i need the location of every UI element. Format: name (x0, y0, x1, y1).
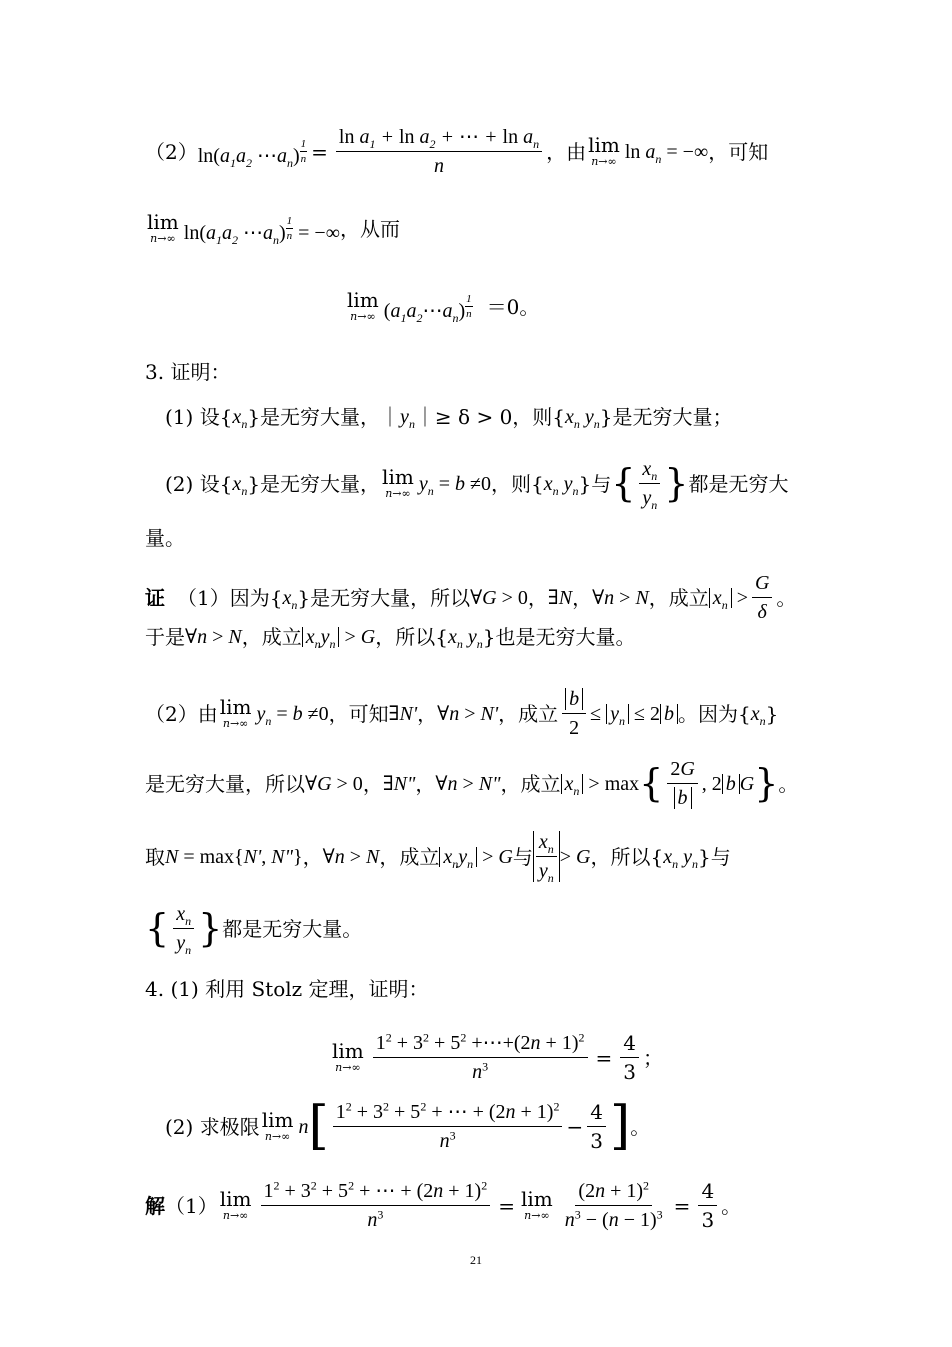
section-heading: 4. (1) 利用 Stolz 定理，证明： (145, 977, 429, 1001)
text-line: (2) 求极限 lim n→∞ n [ $\frac{1^2 + 3^2 + 5^2 + \cdots + (2n + 1)^2}{n^3}$ − $\frac{4}{3}$ ] 。 (165, 1096, 651, 1157)
text-line: { $\frac{x_n}{y_n}$ } 都是无穷大量。 (145, 903, 363, 957)
text-line: lim n→∞ $(a_1a_2\cdots a_n)$ $^{\frac{1}{n}}$ ＝0。 (347, 288, 540, 325)
text-line: 证 （1）因为{ $x_n$ }是无穷大量，所以 ∀G > 0 ， ∃N ， ∀n > N ，成立 $x_n$ > $\frac{G}{\delta}$ 。 (145, 572, 797, 623)
text-line: 解 （1） lim n→∞ $\frac{1^2 + 3^2 + 5^2 + \cdots + (2n + 1)^2}{n^3}$ = lim n→∞ $\frac{(2n + 1)^2}{n^3 - (n - 1)^3}$ = $\frac{4}{3}$ 。 (145, 1178, 742, 1232)
text-line: 于是 ∀n > N ，成立 $x_ny_n > G$ ，所以{ $x_n$ $y_n$ }也是无穷大量。 (145, 625, 636, 651)
text-line: (2) 设{ $x_n$ }是无穷大量， lim n→∞ $y_n = b \ne 0$ ，则{ $x_n$ $y_n$ }与 { $\frac{x_n}{y_n}$ } 都是无穷大 (165, 458, 789, 512)
text-line: 是无穷大量，所以 ∀G > 0 ， ∃N" ， ∀n > N" ，成立 $x_n > \max$ { $\frac{2G}{b}$ , 2 b G } 。 (145, 758, 799, 809)
text-line: （2）由 lim n→∞ $y_n = b \ne 0$ ，可知 ∃N' ， ∀n > N' ，成立 $\frac{b}{2}$ ≤ $y_n \le 2$ b 。因为{ $x_n$ } (145, 688, 779, 739)
page-number: 21 (470, 1253, 482, 1267)
section-heading: 3. 证明： (145, 360, 231, 384)
text-line: lim n→∞ $\frac{1^2 + 3^2 + 5^2 +\cdots+(2n + 1)^2}{n^3}$ = $\frac{4}{3}$ ； (332, 1030, 663, 1084)
text-line: 量。 (145, 526, 185, 550)
text-line: lim n→∞ $\ln(a_1a_2$ $\cdots a_n$) $^{\frac{1}{n}}$ = −∞ ，从而 (147, 210, 400, 247)
text-line: 取 N = max{N', N"} ， ∀n > N ，成立 $x_ny_n > G$ 与 $\frac{x_n}{y_n}$ > G ，所以{ $x_n$ $y_n$ }与 (145, 831, 731, 885)
text-line: (1) 设{ $x_n$ }是无穷大量，｜ $y_n$ ｜≥ δ > 0，则{ $x_n$ $y_n$ }是无穷大量； (165, 405, 733, 431)
text-line: （2） $\ln(a_1a_2$ $\cdots a_n$) $^{\frac{1}{n}}$ = $\frac{\ln a_1 + \ln a_2 + \cdots + \ln a_n}{n}$ ，由 lim n→∞ $\ln a_n$ = −∞ ，可知 (145, 126, 769, 177)
